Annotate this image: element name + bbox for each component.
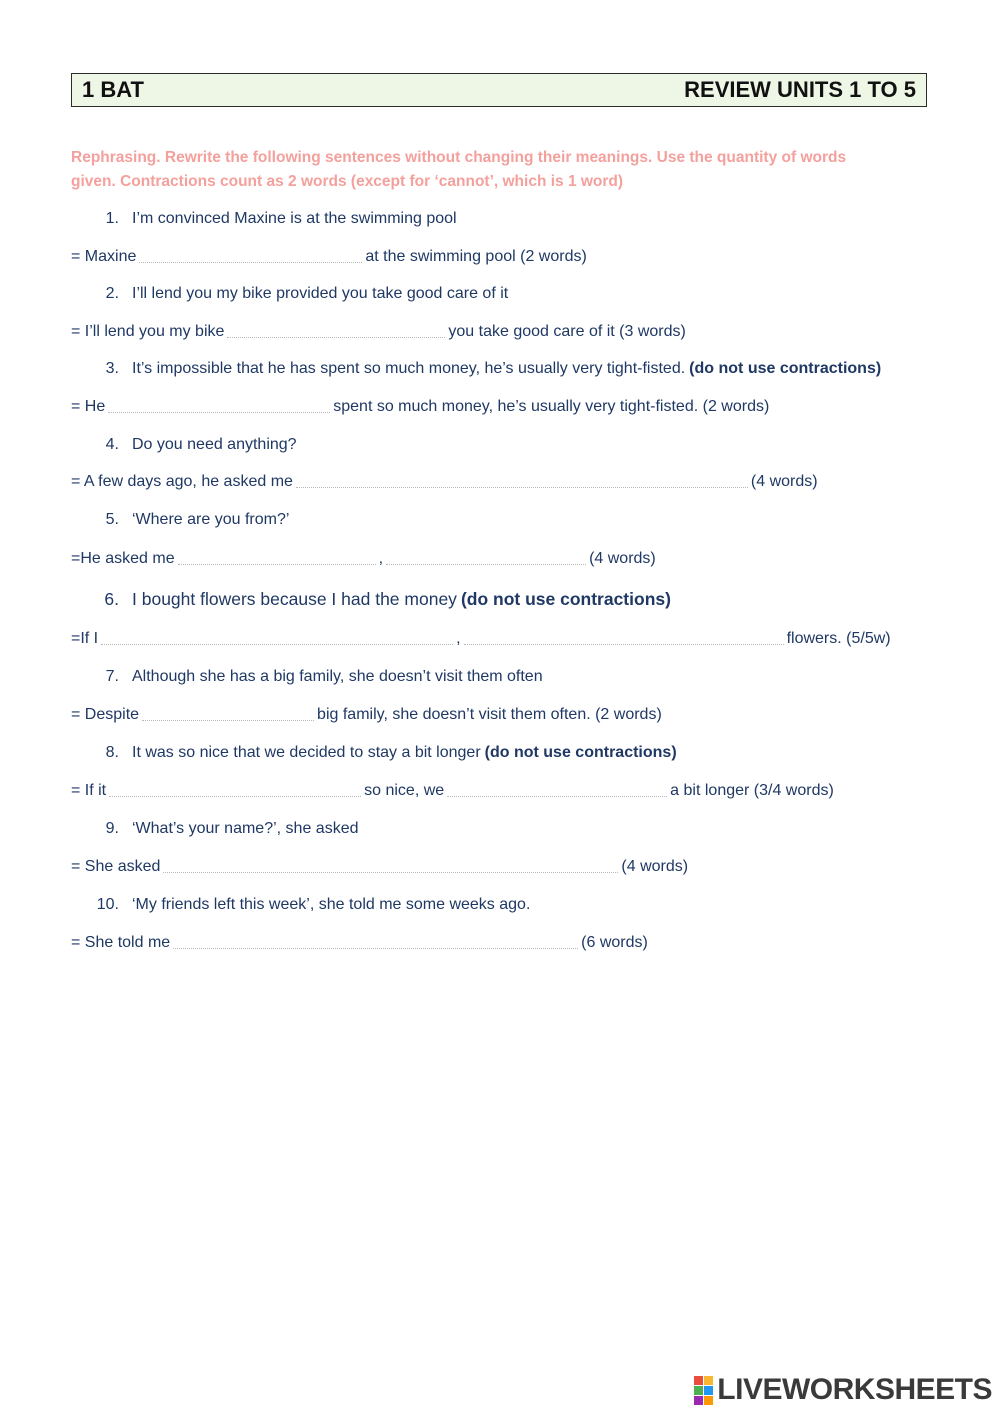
question-number: 5.: [105, 511, 119, 528]
instructions-line-1: Rephrasing. Rewrite the following sentences without changing their meanings. Use the quantity of words: [71, 149, 847, 166]
answer-blank-10[interactable]: [173, 947, 578, 949]
question-number: 1.: [105, 210, 119, 227]
answer-prefix: = I’ll lend you my bike: [71, 323, 225, 340]
question-text: ‘What’s your name?’, she asked: [132, 820, 359, 837]
question-2: [71, 283, 508, 305]
question-10: [71, 894, 530, 916]
question-text: Do you need anything?: [132, 436, 297, 453]
instructions: [71, 146, 931, 194]
answer-blank-2[interactable]: [227, 336, 445, 338]
answer-separator: ,: [456, 630, 461, 647]
answer-prefix: = She asked: [71, 858, 161, 875]
answer-prefix: = Despite: [71, 706, 140, 723]
answer-suffix: (4 words): [589, 550, 656, 567]
worksheet-header: [71, 73, 927, 107]
question-number: 6.: [104, 588, 119, 609]
answer-blank-6b[interactable]: [464, 643, 784, 645]
answer-suffix: big family, she doesn’t visit them often. (2 words): [317, 706, 662, 723]
answer-suffix: flowers. (5/5w): [786, 630, 891, 647]
answer-separator: ,: [378, 550, 384, 567]
answer-blank-7[interactable]: [142, 719, 314, 721]
question-number: 9.: [105, 820, 119, 837]
question-4: [71, 434, 297, 456]
answer-row-2: [71, 321, 686, 343]
answer-blank-5b[interactable]: [386, 563, 586, 565]
answer-suffix: (4 words): [750, 473, 818, 490]
question-1: [71, 208, 457, 230]
question-note: (do not use contractions): [689, 360, 882, 377]
question-text: It’s impossible that he has spent so much money, he’s usually very tight-fisted.: [132, 360, 686, 377]
question-number: 10.: [96, 896, 119, 913]
question-note: (do not use contractions): [460, 588, 671, 609]
question-text: I’ll lend you my bike provided you take good care of it: [132, 285, 509, 302]
answer-blank-8b[interactable]: [447, 795, 667, 797]
answer-row-3: [71, 396, 769, 418]
answer-row-5: [71, 548, 656, 570]
answer-row-6: [71, 628, 891, 650]
answer-suffix: (6 words): [581, 934, 648, 951]
instructions-line-2: given. Contractions count as 2 words (except for ‘cannot’, which is 1 word): [71, 173, 624, 190]
question-6: [71, 588, 671, 610]
answer-row-10: [71, 932, 648, 954]
question-8: [71, 742, 677, 764]
answer-suffix: at the swimming pool (2 words): [365, 248, 587, 265]
question-number: 2.: [105, 285, 119, 302]
question-text: ‘Where are you from?’: [132, 511, 290, 528]
question-5: [71, 509, 289, 531]
answer-blank-1[interactable]: [139, 261, 362, 263]
question-number: 8.: [105, 744, 119, 761]
question-text: It was so nice that we decided to stay a bit longer: [132, 744, 481, 761]
answer-prefix: = Maxine: [71, 248, 137, 265]
question-text: I’m convinced Maxine is at the swimming pool: [132, 210, 457, 227]
answer-prefix: = He: [71, 398, 106, 415]
answer-suffix: (4 words): [621, 858, 689, 875]
answer-blank-8a[interactable]: [109, 795, 361, 797]
question-text: ‘My friends left this week’, she told me some weeks ago.: [132, 896, 531, 913]
answer-row-4: [71, 471, 818, 493]
class-label: 1 BAT: [82, 77, 144, 102]
answer-blank-4[interactable]: [296, 486, 748, 488]
answer-prefix: = She told me: [71, 934, 171, 951]
answer-prefix: =If I: [71, 630, 99, 647]
question-number: 3.: [105, 360, 119, 377]
answer-prefix: = If it: [71, 782, 107, 799]
answer-row-1: [71, 246, 587, 268]
logo-icon: [694, 1376, 713, 1405]
answer-row-8: [71, 780, 834, 802]
question-text: I bought flowers because I had the money: [132, 588, 457, 609]
worksheet-title: REVIEW UNITS 1 TO 5: [684, 77, 916, 102]
answer-prefix: = A few days ago, he asked me: [71, 473, 293, 490]
answer-blank-3[interactable]: [108, 411, 330, 413]
answer-row-7: [71, 704, 662, 726]
logo-text: LIVEWORKSHEETS: [717, 1373, 992, 1406]
answer-blank-5a[interactable]: [178, 563, 376, 565]
answer-middle: so nice, we: [364, 782, 445, 799]
answer-blank-6a[interactable]: [101, 643, 453, 645]
question-number: 4.: [105, 436, 119, 453]
answer-prefix: =He asked me: [71, 550, 175, 567]
question-7: [71, 666, 543, 688]
liveworksheets-logo: [694, 1373, 992, 1407]
answer-suffix: spent so much money, he’s usually very tight-fisted. (2 words): [333, 398, 770, 415]
question-9: [71, 818, 358, 840]
answer-suffix: a bit longer (3/4 words): [670, 782, 834, 799]
question-text: Although she has a big family, she doesn’t visit them often: [132, 668, 543, 685]
answer-row-9: [71, 856, 688, 878]
question-number: 7.: [105, 668, 119, 685]
question-note: (do not use contractions): [484, 744, 677, 761]
question-3: [71, 358, 881, 380]
answer-blank-9[interactable]: [163, 871, 618, 873]
answer-suffix: you take good care of it (3 words): [448, 323, 686, 340]
